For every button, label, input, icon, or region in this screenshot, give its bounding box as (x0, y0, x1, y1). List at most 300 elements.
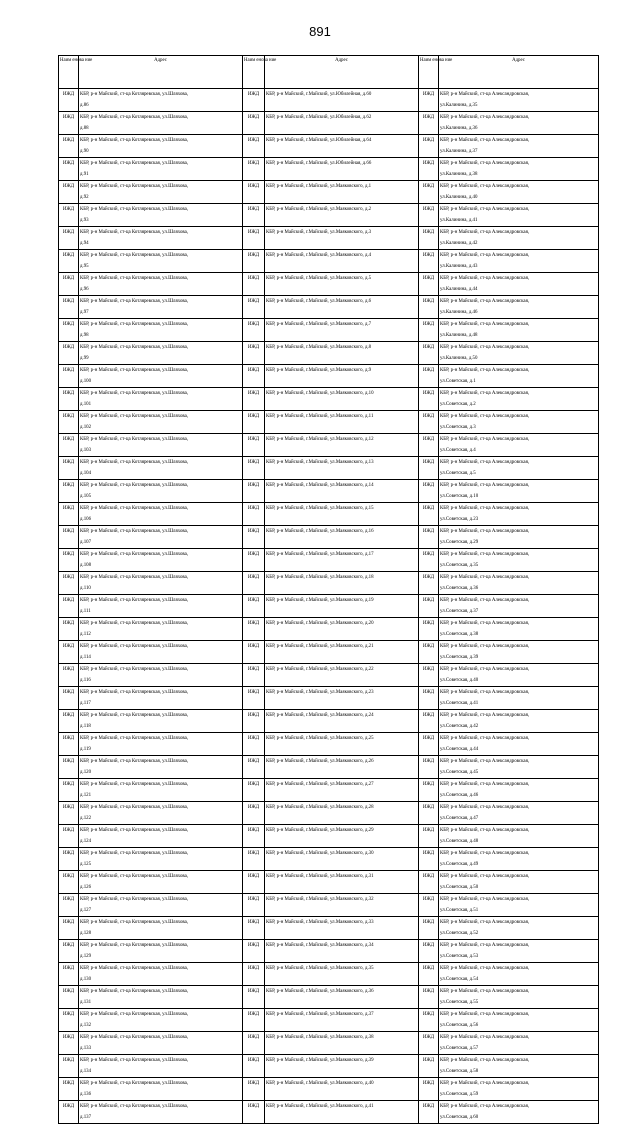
table-row (59, 411, 243, 434)
table-row (419, 112, 599, 135)
table-row (59, 112, 243, 135)
object-type-cell: ИЖД (59, 503, 79, 526)
table-row (419, 549, 599, 572)
object-type-cell: ИЖД (243, 963, 265, 986)
address-cell (439, 342, 599, 365)
object-type-cell: ИЖД (243, 710, 265, 733)
address-cell (79, 388, 243, 411)
address-line-1: КБР, р-н Майский, ст-ца Котляревская, ул.Шляхова, (80, 460, 189, 465)
object-type-cell: ИЖД (419, 1032, 439, 1055)
table-row (243, 710, 419, 733)
address-line-1: КБР, р-н Майский, ст-ца Котляревская, ул.Шляхова, (80, 299, 189, 304)
address-cell (439, 802, 599, 825)
address-line-2: ул.Калинина, д.42 (440, 241, 478, 246)
address-line-2: д.134 (80, 1069, 92, 1074)
address-line-1: КБР, р-н Майский, ст-ца Александровская, (440, 115, 530, 120)
table-row (419, 1009, 599, 1032)
address-line-1: КБР, р-н Майский, г.Майский, ул.Маяковского, д.10 (266, 391, 374, 396)
address-line-1: КБР, р-н Майский, ст-ца Александровская, (440, 1104, 530, 1109)
address-line-1: КБР, р-н Майский, ст-ца Котляревская, ул.Шляхова, (80, 782, 189, 787)
object-type-cell: ИЖД (419, 825, 439, 848)
address-line-1: КБР, р-н Майский, ст-ца Котляревская, ул.Шляхова, (80, 529, 189, 534)
table-row (419, 986, 599, 1009)
address-cell (439, 411, 599, 434)
address-line-2: ул.Советская, д.51 (440, 908, 479, 913)
address-line-1: КБР, р-н Майский, ст-ца Александровская, (440, 828, 530, 833)
address-line-1: КБР, р-н Майский, ст-ца Котляревская, ул.Шляхова, (80, 437, 189, 442)
address-line-1: КБР, р-н Майский, ст-ца Александровская, (440, 805, 530, 810)
table-row (59, 89, 243, 112)
table-row (243, 503, 419, 526)
address-line-2: ул.Калинина, д.43 (440, 264, 478, 269)
object-type-cell: ИЖД (59, 733, 79, 756)
address-line-1: КБР, р-н Майский, ст-ца Котляревская, ул.Шляхова, (80, 598, 189, 603)
address-line-2: ул.Советская, д.40 (440, 678, 479, 683)
address-line-1: КБР, р-н Майский, г.Майский, ул.Маяковского, д.3 (266, 230, 372, 235)
address-line-1: КБР, р-н Майский, г.Майский, ул.Маяковского, д.20 (266, 621, 374, 626)
address-line-2: д.107 (80, 540, 92, 545)
address-line-2: д.133 (80, 1046, 92, 1051)
table-body (59, 89, 243, 1124)
object-type-cell: ИЖД (419, 250, 439, 273)
address-line-2: ул.Советская, д.36 (440, 586, 479, 591)
address-cell (265, 319, 419, 342)
object-type-cell: ИЖД (59, 89, 79, 112)
object-type-cell: ИЖД (59, 802, 79, 825)
address-cell (439, 250, 599, 273)
object-type-cell: ИЖД (243, 1101, 265, 1124)
address-cell (265, 227, 419, 250)
table-row (59, 158, 243, 181)
table-row (59, 986, 243, 1009)
address-cell (79, 940, 243, 963)
address-line-1: КБР, р-н Майский, ст-ца Александровская, (440, 667, 530, 672)
address-cell (265, 940, 419, 963)
address-line-2: д.100 (80, 379, 92, 384)
object-type-cell: ИЖД (59, 595, 79, 618)
address-cell (265, 1055, 419, 1078)
address-line-2: д.130 (80, 977, 92, 982)
address-line-1: КБР, р-н Майский, ст-ца Александровская, (440, 736, 530, 741)
address-cell (265, 825, 419, 848)
object-type-cell: ИЖД (419, 388, 439, 411)
table-row (243, 480, 419, 503)
table-row (243, 687, 419, 710)
table-row (419, 273, 599, 296)
address-cell (265, 434, 419, 457)
address-cell (79, 664, 243, 687)
object-type-cell: ИЖД (243, 250, 265, 273)
address-line-2: ул.Советская, д.45 (440, 770, 479, 775)
address-cell (265, 1032, 419, 1055)
object-type-cell: ИЖД (243, 112, 265, 135)
address-line-2: д.112 (80, 632, 91, 637)
address-cell (265, 112, 419, 135)
object-type-cell: ИЖД (243, 779, 265, 802)
object-type-cell: ИЖД (243, 296, 265, 319)
address-line-2: ул.Советская, д.59 (440, 1092, 479, 1097)
object-type-cell: ИЖД (419, 1101, 439, 1124)
object-type-cell: ИЖД (419, 687, 439, 710)
table-row (243, 641, 419, 664)
address-cell (265, 986, 419, 1009)
address-cell (79, 848, 243, 871)
address-line-1: КБР, р-н Майский, ст-ца Котляревская, ул.Шляхова, (80, 1081, 189, 1086)
address-line-2: д.124 (80, 839, 92, 844)
address-line-1: КБР, р-н Майский, ст-ца Александровская, (440, 368, 530, 373)
table-row (243, 181, 419, 204)
address-line-2: ул.Советская, д.53 (440, 954, 479, 959)
table-row (419, 779, 599, 802)
table-row (419, 848, 599, 871)
address-cell (79, 89, 243, 112)
address-line-2: ул.Советская, д.37 (440, 609, 479, 614)
object-type-cell: ИЖД (59, 779, 79, 802)
table-row (419, 894, 599, 917)
address-cell (265, 687, 419, 710)
address-line-1: КБР, р-н Майский, г.Майский, ул.Маяковского, д.17 (266, 552, 374, 557)
object-type-cell: ИЖД (243, 411, 265, 434)
table-row (59, 664, 243, 687)
object-type-cell: ИЖД (419, 135, 439, 158)
address-line-1: КБР, р-н Майский, г.Майский, ул.Маяковского, д.21 (266, 644, 374, 649)
address-line-2: ул.Советская, д.46 (440, 793, 479, 798)
address-line-2: ул.Советская, д.10 (440, 494, 479, 499)
object-type-cell: ИЖД (243, 572, 265, 595)
table-row (59, 733, 243, 756)
table-row (419, 1078, 599, 1101)
address-line-2: ул.Советская, д.23 (440, 517, 479, 522)
address-line-2: д.110 (80, 586, 91, 591)
address-line-1: КБР, р-н Майский, ст-ца Александровская, (440, 552, 530, 557)
table-body (243, 89, 419, 1124)
object-type-cell: ИЖД (59, 825, 79, 848)
table-row (419, 204, 599, 227)
object-type-cell: ИЖД (419, 618, 439, 641)
address-line-2: ул.Советская, д.42 (440, 724, 479, 729)
address-line-2: ул.Советская, д.35 (440, 563, 479, 568)
table-row (243, 319, 419, 342)
header-address: Адрес (79, 56, 243, 89)
address-line-2: д.101 (80, 402, 92, 407)
address-cell (265, 503, 419, 526)
address-line-2: д.125 (80, 862, 92, 867)
address-cell (79, 894, 243, 917)
table-row (419, 526, 599, 549)
address-cell (79, 365, 243, 388)
address-line-2: ул.Советская, д.5 (440, 471, 476, 476)
table-row (419, 135, 599, 158)
address-line-1: КБР, р-н Майский, ст-ца Александровская, (440, 506, 530, 511)
address-cell (79, 986, 243, 1009)
address-line-1: КБР, р-н Майский, ст-ца Александровская, (440, 598, 530, 603)
address-cell (265, 710, 419, 733)
object-type-cell: ИЖД (419, 733, 439, 756)
address-table-column-2 (242, 55, 419, 1124)
table-row (243, 434, 419, 457)
object-type-cell: ИЖД (59, 135, 79, 158)
address-cell (79, 181, 243, 204)
table-row (59, 181, 243, 204)
address-line-1: КБР, р-н Майский, г.Майский, ул.Маяковского, д.8 (266, 345, 372, 350)
table-row (419, 572, 599, 595)
table-row (59, 204, 243, 227)
table-row (243, 89, 419, 112)
object-type-cell: ИЖД (243, 1078, 265, 1101)
table-row (419, 227, 599, 250)
address-cell (439, 204, 599, 227)
address-line-2: ул.Калинина, д.40 (440, 195, 478, 200)
table-row (59, 825, 243, 848)
address-line-1: КБР, р-н Майский, г.Майский, ул.Маяковского, д.9 (266, 368, 372, 373)
address-line-1: КБР, р-н Майский, г.Майский, ул.Маяковского, д.15 (266, 506, 374, 511)
address-cell (79, 158, 243, 181)
address-line-2: ул.Советская, д.54 (440, 977, 479, 982)
object-type-cell: ИЖД (243, 204, 265, 227)
object-type-cell: ИЖД (243, 641, 265, 664)
table-row (59, 641, 243, 664)
object-type-cell: ИЖД (243, 342, 265, 365)
address-cell (265, 158, 419, 181)
address-cell (79, 250, 243, 273)
table-row (59, 480, 243, 503)
object-type-cell: ИЖД (419, 503, 439, 526)
object-type-cell: ИЖД (59, 227, 79, 250)
address-cell (79, 503, 243, 526)
object-type-cell: ИЖД (243, 687, 265, 710)
address-line-1: КБР, р-н Майский, ст-ца Котляревская, ул.Шляхова, (80, 1058, 189, 1063)
object-type-cell: ИЖД (59, 871, 79, 894)
address-line-1: КБР, р-н Майский, г.Майский, ул.Маяковского, д.2 (266, 207, 372, 212)
address-line-2: д.94 (80, 241, 89, 246)
address-line-1: КБР, р-н Майский, ст-ца Котляревская, ул.Шляхова, (80, 161, 189, 166)
table-row (419, 181, 599, 204)
table-row (419, 710, 599, 733)
table-row (243, 572, 419, 595)
address-line-1: КБР, р-н Майский, ст-ца Александровская, (440, 897, 530, 902)
address-line-1: КБР, р-н Майский, г.Майский, ул.Юбилейная, д.66 (266, 161, 372, 166)
page-number: 891 (309, 24, 331, 39)
object-type-cell: ИЖД (419, 112, 439, 135)
table-row (59, 503, 243, 526)
object-type-cell: ИЖД (243, 1009, 265, 1032)
address-line-2: д.120 (80, 770, 92, 775)
address-line-2: ул.Советская, д.49 (440, 862, 479, 867)
table-row (59, 1055, 243, 1078)
address-cell (265, 526, 419, 549)
table-row (243, 894, 419, 917)
address-cell (439, 572, 599, 595)
address-line-1: КБР, р-н Майский, г.Майский, ул.Маяковского, д.4 (266, 253, 372, 258)
address-line-1: КБР, р-н Майский, г.Майский, ул.Маяковского, д.16 (266, 529, 374, 534)
address-cell (439, 664, 599, 687)
address-cell (265, 641, 419, 664)
address-line-1: КБР, р-н Майский, ст-ца Александровская, (440, 874, 530, 879)
object-type-cell: ИЖД (59, 1009, 79, 1032)
address-line-2: ул.Советская, д.48 (440, 839, 479, 844)
table-row (419, 756, 599, 779)
address-line-1: КБР, р-н Майский, ст-ца Котляревская, ул.Шляхова, (80, 207, 189, 212)
address-line-1: КБР, р-н Майский, ст-ца Александровская, (440, 138, 530, 143)
address-line-1: КБР, р-н Майский, ст-ца Александровская, (440, 644, 530, 649)
table-row (243, 549, 419, 572)
table-row (243, 135, 419, 158)
table-row (419, 342, 599, 365)
table-row (419, 664, 599, 687)
object-type-cell: ИЖД (419, 181, 439, 204)
table-row (59, 1101, 243, 1124)
object-type-cell: ИЖД (419, 158, 439, 181)
address-line-1: КБР, р-н Майский, ст-ца Александровская, (440, 483, 530, 488)
table-row (243, 1055, 419, 1078)
address-cell (79, 595, 243, 618)
address-line-1: КБР, р-н Майский, г.Майский, ул.Маяковского, д.13 (266, 460, 374, 465)
address-line-1: КБР, р-н Майский, ст-ца Александровская, (440, 276, 530, 281)
table-row (59, 319, 243, 342)
address-cell (439, 158, 599, 181)
address-line-2: д.92 (80, 195, 89, 200)
table-row (419, 480, 599, 503)
address-line-1: КБР, р-н Майский, ст-ца Александровская, (440, 391, 530, 396)
table-row (59, 710, 243, 733)
address-cell (79, 112, 243, 135)
address-cell (79, 825, 243, 848)
table-row (59, 250, 243, 273)
address-line-2: д.98 (80, 333, 89, 338)
address-cell (439, 227, 599, 250)
object-type-cell: ИЖД (243, 1032, 265, 1055)
address-cell (439, 641, 599, 664)
address-line-1: КБР, р-н Майский, г.Майский, ул.Маяковского, д.5 (266, 276, 372, 281)
table-row (243, 618, 419, 641)
address-line-1: КБР, р-н Майский, г.Майский, ул.Маяковского, д.12 (266, 437, 374, 442)
address-cell (439, 89, 599, 112)
table-row (243, 871, 419, 894)
table-row (243, 963, 419, 986)
object-type-cell: ИЖД (243, 135, 265, 158)
object-type-cell: ИЖД (419, 526, 439, 549)
table-row (419, 365, 599, 388)
table-body (419, 89, 599, 1124)
address-cell (265, 135, 419, 158)
object-type-cell: ИЖД (419, 480, 439, 503)
address-line-1: КБР, р-н Майский, ст-ца Котляревская, ул.Шляхова, (80, 989, 189, 994)
object-type-cell: ИЖД (59, 319, 79, 342)
object-type-cell: ИЖД (419, 710, 439, 733)
header-address: Адрес (265, 56, 419, 89)
address-line-2: д.95 (80, 264, 89, 269)
object-type-cell: ИЖД (59, 917, 79, 940)
address-line-2: д.127 (80, 908, 92, 913)
object-type-cell: ИЖД (59, 710, 79, 733)
address-line-1: КБР, р-н Майский, г.Майский, ул.Маяковского, д.22 (266, 667, 374, 672)
address-cell (265, 848, 419, 871)
address-cell (439, 733, 599, 756)
address-line-2: д.126 (80, 885, 92, 890)
address-line-2: ул.Калинина, д.41 (440, 218, 478, 223)
address-line-1: КБР, р-н Майский, ст-ца Александровская, (440, 759, 530, 764)
header-type: Наим енова ние (59, 56, 79, 89)
address-cell (439, 1101, 599, 1124)
table-row (243, 204, 419, 227)
object-type-cell: ИЖД (419, 871, 439, 894)
object-type-cell: ИЖД (419, 549, 439, 572)
address-line-1: КБР, р-н Майский, ст-ца Котляревская, ул.Шляхова, (80, 253, 189, 258)
table-row (419, 1101, 599, 1124)
address-cell (439, 618, 599, 641)
object-type-cell: ИЖД (59, 250, 79, 273)
address-cell (79, 871, 243, 894)
address-cell (265, 871, 419, 894)
table-row (419, 1055, 599, 1078)
object-type-cell: ИЖД (419, 296, 439, 319)
table-row (419, 388, 599, 411)
object-type-cell: ИЖД (59, 986, 79, 1009)
address-cell (265, 342, 419, 365)
object-type-cell: ИЖД (59, 342, 79, 365)
object-type-cell: ИЖД (59, 411, 79, 434)
address-cell (265, 756, 419, 779)
object-type-cell: ИЖД (419, 457, 439, 480)
address-cell (79, 1009, 243, 1032)
table-row (243, 342, 419, 365)
table-row (59, 756, 243, 779)
address-cell (79, 549, 243, 572)
object-type-cell: ИЖД (59, 940, 79, 963)
address-line-1: КБР, р-н Майский, г.Майский, ул.Юбилейная, д.62 (266, 115, 372, 120)
object-type-cell: ИЖД (243, 871, 265, 894)
table-row (59, 779, 243, 802)
table-row (243, 1078, 419, 1101)
address-line-1: КБР, р-н Майский, ст-ца Котляревская, ул.Шляхова, (80, 184, 189, 189)
address-line-2: ул.Советская, д.1 (440, 379, 476, 384)
address-cell (439, 825, 599, 848)
address-line-1: КБР, р-н Майский, ст-ца Котляревская, ул.Шляхова, (80, 874, 189, 879)
address-cell (79, 411, 243, 434)
address-cell (265, 1009, 419, 1032)
address-line-2: д.86 (80, 103, 89, 108)
address-cell (265, 779, 419, 802)
address-line-1: КБР, р-н Майский, ст-ца Александровская, (440, 460, 530, 465)
address-line-1: КБР, р-н Майский, ст-ца Котляревская, ул.Шляхова, (80, 506, 189, 511)
address-line-1: КБР, р-н Майский, г.Майский, ул.Маяковского, д.32 (266, 897, 374, 902)
address-line-1: КБР, р-н Майский, ст-ца Котляревская, ул.Шляхова, (80, 1012, 189, 1017)
address-line-2: ул.Калинина, д.35 (440, 103, 478, 108)
address-line-1: КБР, р-н Майский, ст-ца Котляревская, ул.Шляхова, (80, 230, 189, 235)
table-row (243, 296, 419, 319)
address-cell (79, 802, 243, 825)
address-line-2: ул.Калинина, д.50 (440, 356, 478, 361)
table-row (243, 1032, 419, 1055)
object-type-cell: ИЖД (419, 756, 439, 779)
object-type-cell: ИЖД (59, 457, 79, 480)
object-type-cell: ИЖД (419, 986, 439, 1009)
address-line-1: КБР, р-н Майский, ст-ца Котляревская, ул.Шляхова, (80, 575, 189, 580)
object-type-cell: ИЖД (59, 388, 79, 411)
object-type-cell: ИЖД (59, 112, 79, 135)
table-row (59, 894, 243, 917)
object-type-cell: ИЖД (243, 158, 265, 181)
address-line-2: ул.Советская, д.60 (440, 1115, 479, 1120)
address-line-1: КБР, р-н Майский, ст-ца Александровская, (440, 1058, 530, 1063)
object-type-cell: ИЖД (419, 89, 439, 112)
address-line-1: КБР, р-н Майский, г.Майский, ул.Маяковского, д.19 (266, 598, 374, 603)
object-type-cell: ИЖД (59, 273, 79, 296)
address-line-2: д.96 (80, 287, 89, 292)
table-row (243, 848, 419, 871)
object-type-cell: ИЖД (243, 89, 265, 112)
object-type-cell: ИЖД (59, 526, 79, 549)
